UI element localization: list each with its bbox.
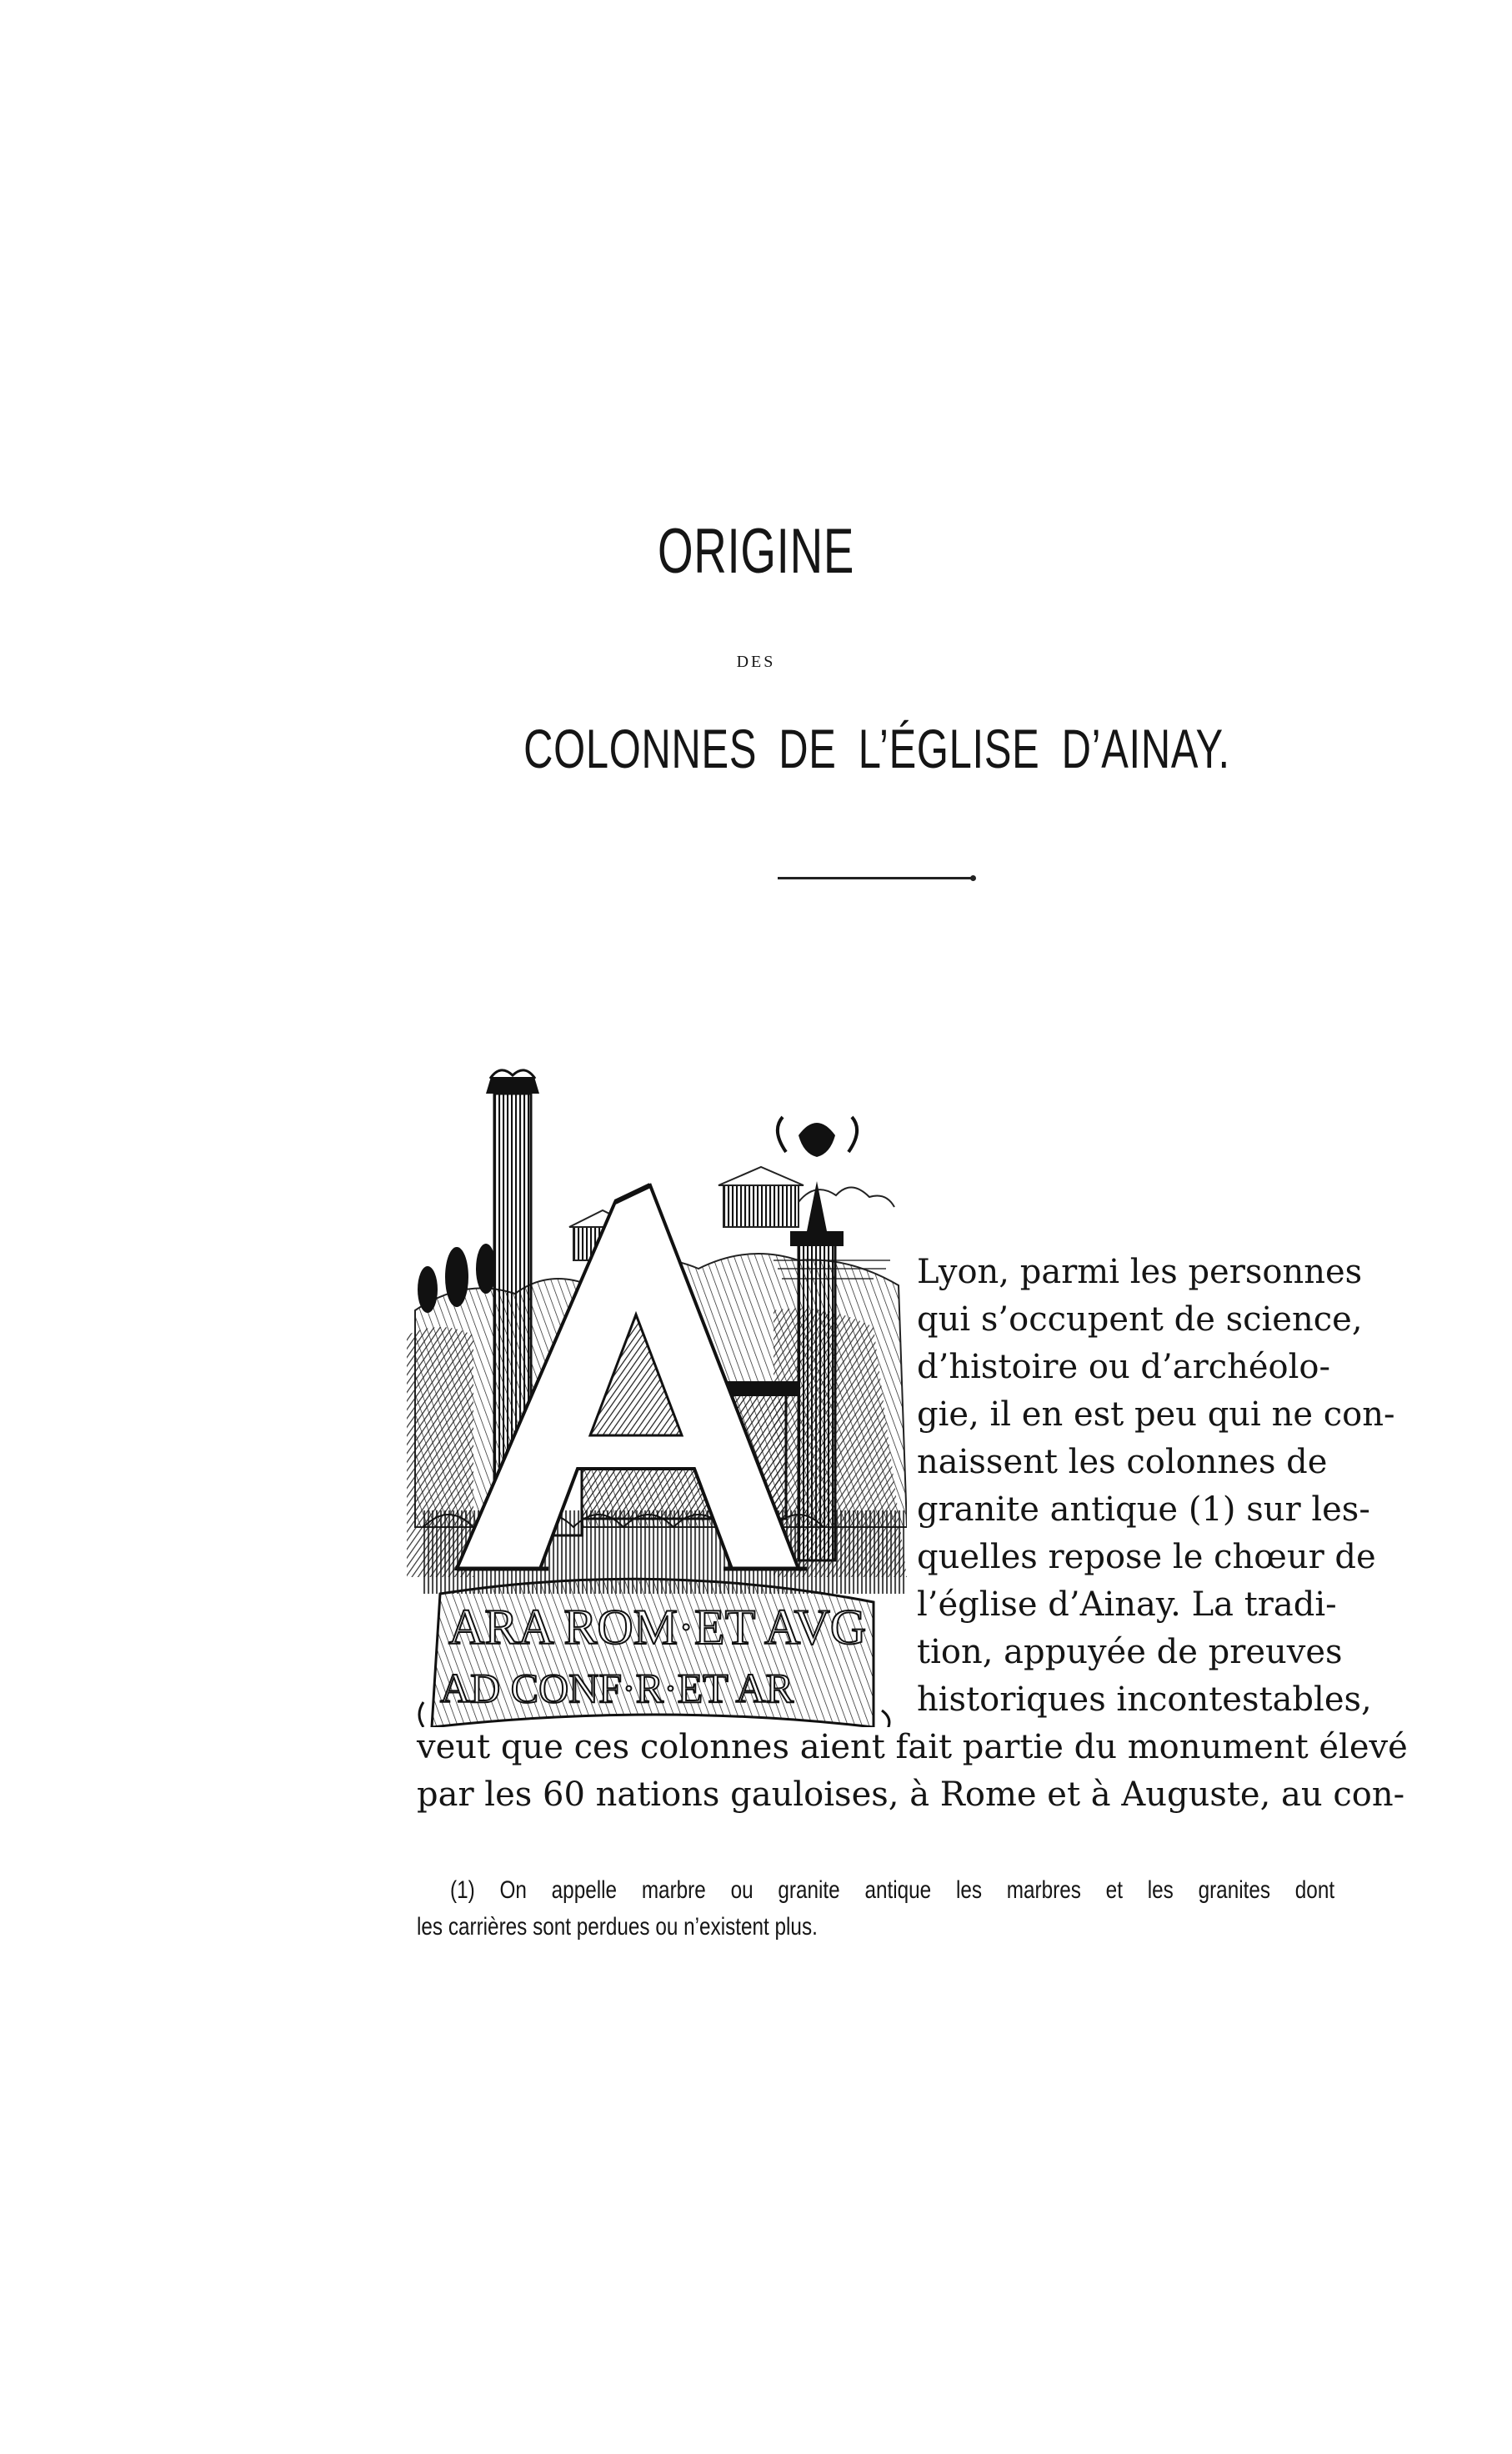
body-line: qui s’occupent de science, (917, 1300, 1363, 1339)
body-line: granite antique (1) sur les- (917, 1490, 1370, 1529)
body-line: d’histoire ou d’archéolo- (917, 1348, 1331, 1386)
body-line: l’église d’Ainay. La tradi- (917, 1585, 1337, 1624)
title-connector: DES (736, 653, 776, 671)
body-line: naissent les colonnes de (917, 1443, 1328, 1481)
page-subtitle: COLONNES DE L’ÉGLISE D’AINAY. (523, 718, 1230, 779)
page-title: ORIGINE (657, 516, 855, 587)
body-line: veut que ces colonnes aient fait partie du monument élevé (417, 1728, 1408, 1766)
body-line: Lyon, parmi les personnes (917, 1253, 1363, 1291)
title-rule (778, 877, 971, 879)
body-line: historiques incontestables, (917, 1680, 1372, 1719)
body-line: gie, il en est peu qui ne con- (917, 1395, 1395, 1434)
dropcap-illustration (407, 1060, 907, 1727)
footnote-line: les carrières sont perdues ou n’existent plus. (417, 1913, 818, 1941)
body-line: par les 60 nations gauloises, à Rome et à Auguste, au con- (417, 1775, 1405, 1814)
inscription-line-2: AD CONF·R·ET AR (440, 1665, 794, 1711)
body-line: quelles repose le chœur de (917, 1538, 1376, 1576)
body-line: tion, appuyée de preuves (917, 1633, 1343, 1671)
inscription-line-1: ARA ROM·ET AVG (448, 1600, 867, 1655)
footnote-line: (1) On appelle marbre ou granite antique les marbres et les granites dont (450, 1876, 1335, 1904)
